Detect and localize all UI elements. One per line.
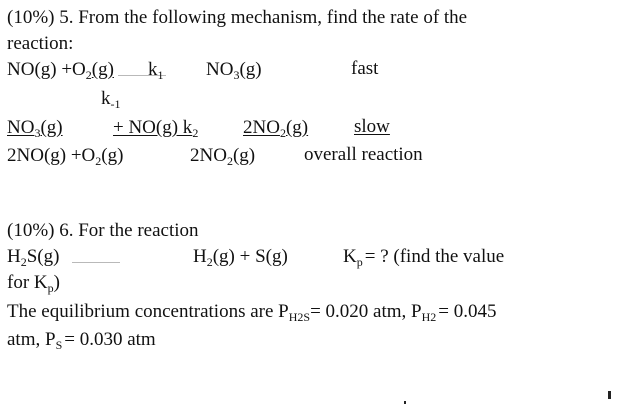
q6-equilibrium-line2: atm, $P_S = 0.030$ atm bbox=[7, 329, 156, 352]
q6-equilibrium-line1: The equilibrium concentrations are $P_{H2S}= 0.020$ atm, $P_{H2} = 0.045$ bbox=[7, 301, 497, 324]
step2-reactant-a: $NO_3(g)$ bbox=[7, 117, 63, 140]
q6-kp-question: $K_p$ = ? (find the value bbox=[343, 246, 505, 269]
step1-product: $NO_3(g)$ bbox=[206, 59, 262, 82]
q6-for-kp: for $K_p$) bbox=[7, 272, 60, 295]
overall-product: $2NO_2(g)$ bbox=[190, 145, 256, 168]
q6-header: (10%) 6. For the reaction bbox=[7, 220, 199, 241]
step2-speed-note: slow bbox=[354, 116, 390, 137]
stray-mark bbox=[404, 401, 406, 404]
q5-header-cont: reaction: bbox=[7, 33, 74, 54]
step2-product: $2NO_2(g)$ bbox=[243, 117, 309, 140]
rate-constant-k1: $k_1$ bbox=[148, 59, 164, 82]
step2-reactant-b: + NO(g) $k_2$ bbox=[113, 117, 199, 140]
q5-header: (10%) 5. From the following mechanism, find the rate of the bbox=[7, 7, 468, 28]
step1-reactants: $NO(g) +O_2(g)$ bbox=[7, 59, 114, 82]
overall-note: overall reaction bbox=[304, 144, 423, 165]
q6-products: $H_2(g) + S(g)$ bbox=[193, 246, 288, 269]
q6-reactant: $H_2S(g)$ bbox=[7, 246, 60, 269]
step1-speed-note: fast bbox=[351, 58, 379, 79]
reaction-arrow bbox=[72, 262, 120, 263]
overall-reactants: $2NO(g) +O_2(g)$ bbox=[7, 145, 124, 168]
stray-mark bbox=[608, 391, 611, 399]
rate-constant-k-minus1: $k_{-1}$ bbox=[101, 88, 121, 111]
